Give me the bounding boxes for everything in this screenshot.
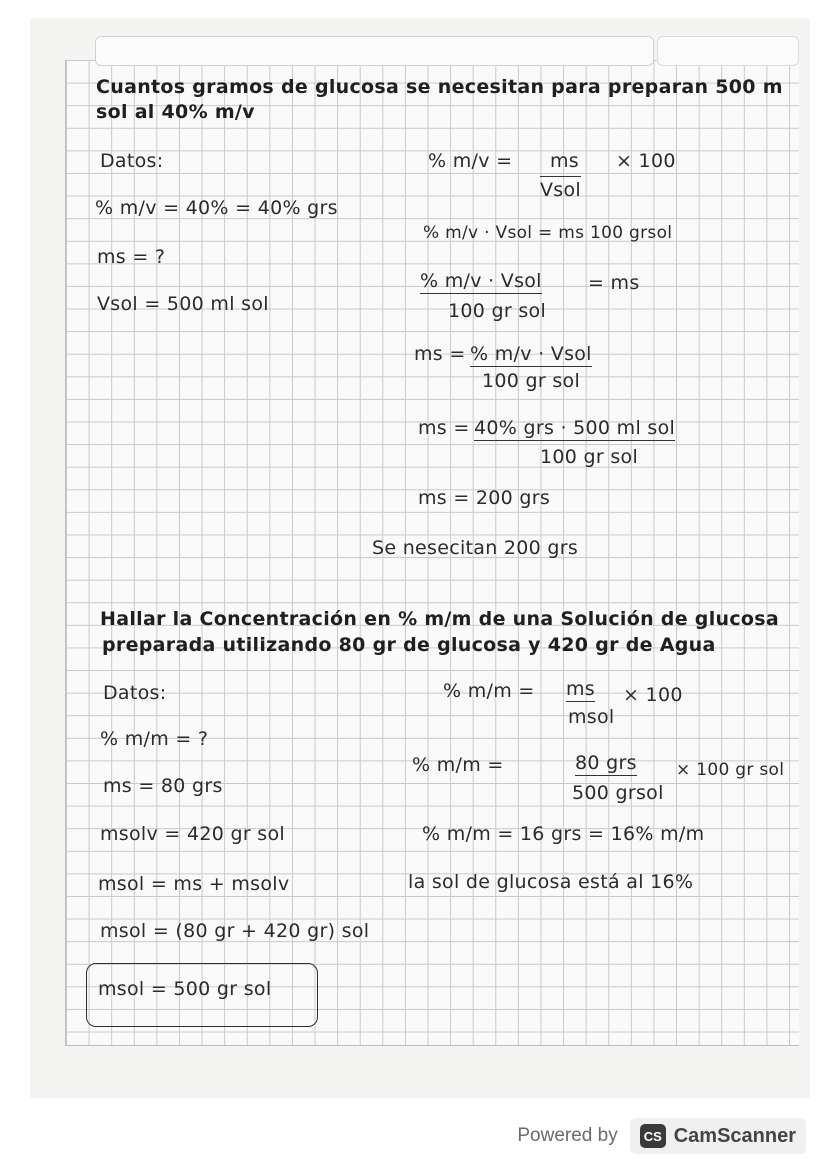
p2-step2-lhs: % m/m = bbox=[412, 754, 504, 776]
notebook-header-box bbox=[95, 36, 654, 66]
p1-result: ms = 200 grs bbox=[418, 487, 551, 509]
problem2-title-line1: Hallar la Concentración en % m/m de una Solución de glucosa bbox=[100, 608, 779, 630]
p2-formula-tail: × 100 bbox=[623, 684, 683, 706]
p1-conclusion: Se nesecitan 200 grs bbox=[372, 537, 579, 559]
problem1-dato-2: ms = ? bbox=[97, 246, 166, 268]
problem2-dato-5: msol = (80 gr + 420 gr) sol bbox=[100, 920, 370, 942]
p2-step2-tail: × 100 gr sol bbox=[676, 760, 785, 780]
p2-formula-den: msol bbox=[568, 706, 615, 728]
problem1-dato-1: % m/v = 40% = 40% grs bbox=[95, 197, 338, 219]
p2-formula-num: ms bbox=[566, 678, 596, 700]
p1-formula-lhs: % m/v = bbox=[428, 150, 513, 172]
camscanner-badge bbox=[630, 1118, 806, 1154]
problem2-dato-2: ms = 80 grs bbox=[103, 775, 223, 797]
p1-step4-den: 100 gr sol bbox=[482, 370, 581, 392]
p2-step2-den: 500 grsol bbox=[572, 782, 664, 804]
problem1-title-line2: sol al 40% m/v bbox=[96, 101, 255, 123]
p1-step5-num: 40% grs · 500 ml sol bbox=[474, 417, 676, 439]
problem2-dato-1: % m/m = ? bbox=[100, 728, 209, 750]
p2-formula-lhs: % m/m = bbox=[443, 680, 535, 702]
p1-step5-lhs: ms = bbox=[418, 417, 470, 439]
p1-step3-den: 100 gr sol bbox=[448, 300, 547, 322]
p1-step3-num: % m/v · Vsol bbox=[420, 270, 542, 292]
p2-step3: % m/m = 16 grs = 16% m/m bbox=[422, 823, 705, 845]
p2-step2-num: 80 grs bbox=[575, 752, 637, 774]
camscanner-brand-name: CamScanner bbox=[673, 1124, 796, 1147]
camscanner-watermark bbox=[517, 1116, 806, 1156]
p1-step4-lhs: ms = bbox=[414, 343, 466, 365]
problem2-boxed-result: msol = 500 gr sol bbox=[98, 978, 272, 1000]
camscanner-logo-icon: CS bbox=[640, 1124, 666, 1148]
p1-step5-den: 100 gr sol bbox=[540, 446, 639, 468]
p1-formula-num: ms bbox=[550, 150, 580, 172]
p1-step4-num: % m/v · Vsol bbox=[470, 343, 592, 365]
problem1-title-line1: Cuantos gramos de glucosa se necesitan para preparan 500 m bbox=[96, 76, 783, 98]
p1-formula-den: Vsol bbox=[540, 176, 581, 201]
p1-step3-tail: = ms bbox=[588, 272, 640, 294]
powered-by-text: Powered by bbox=[517, 1125, 618, 1146]
problem2-dato-4: msol = ms + msolv bbox=[98, 873, 290, 895]
problem2-title-line2: preparada utilizando 80 gr de glucosa y 420 gr de Agua bbox=[102, 634, 716, 656]
problem1-datos-label: Datos: bbox=[100, 150, 164, 172]
problem2-dato-3: msolv = 420 gr sol bbox=[100, 823, 285, 845]
notebook-date-box bbox=[657, 36, 799, 66]
p2-conclusion: la sol de glucosa está al 16% bbox=[408, 871, 694, 893]
p1-formula-tail: × 100 bbox=[616, 150, 676, 172]
problem2-datos-label: Datos: bbox=[103, 682, 167, 704]
problem1-dato-3: Vsol = 500 ml sol bbox=[97, 293, 269, 315]
p1-step2: % m/v · Vsol = ms 100 grsol bbox=[423, 223, 673, 243]
